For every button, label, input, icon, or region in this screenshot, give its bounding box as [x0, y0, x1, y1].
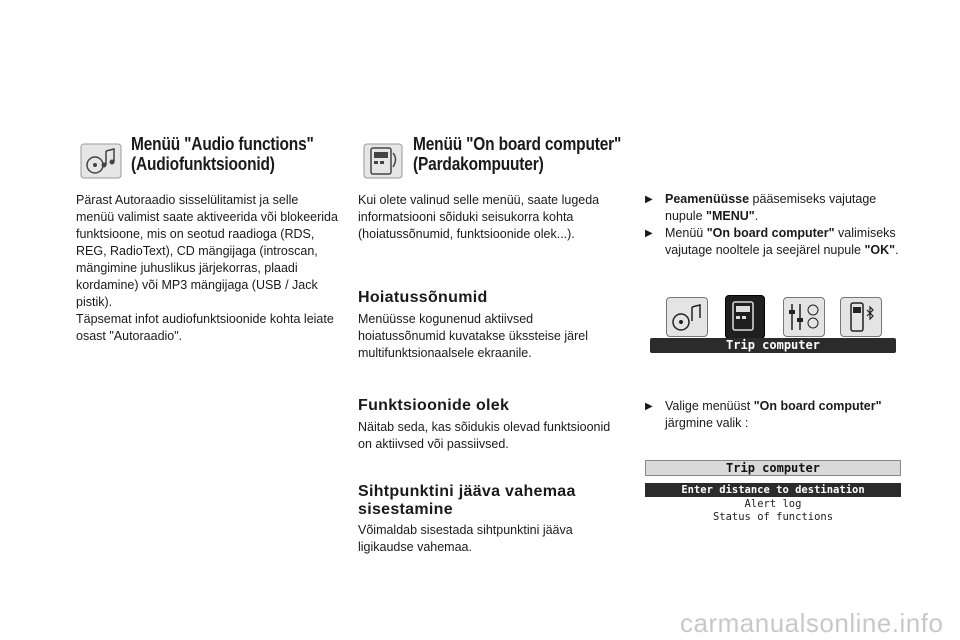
computer-menu-title: Menüü "On board computer" (Pardakompuuter) [413, 134, 622, 174]
alerts-description: Menüüsse kogunenud aktiivsed hoiatussõnumid kuvatakse ükssteise järel multifunktsionaalsele ekraanile. [358, 312, 588, 360]
main-menu-screen [650, 295, 896, 355]
phone-icon [840, 297, 882, 337]
instruction-steps [645, 191, 915, 259]
settings-icon [783, 297, 825, 337]
menu-item-distance[interactable]: Enter distance to destination [645, 483, 901, 497]
audio-menu-description: Pärast Autoraadio sisselülitamist ja selle menüü valimist saate aktiveerida või blokeerida funktsioone, mis on seotud raadioga (RDS, REG, RadioText), CD mängijaga (introscan, mängimine juhuslikus järjekorras, plaadi kordamine) või MP3 mängijaga (USB / Jack pistik). Täpsemat infot audiofunktsioonide kohta leiate osast "Autoraadio". [76, 193, 338, 343]
audio-icon [666, 297, 708, 337]
status-heading: Funktsioonide olek [358, 397, 510, 414]
computer-icon [363, 143, 403, 179]
watermark: carmanualsonline.info [680, 608, 944, 638]
screen-header: Trip computer [645, 460, 901, 476]
menu-item-status[interactable]: Status of functions [712, 511, 834, 523]
step-select-option: ▶︎ Valige menüüst "On board computer" järgmine valik : [645, 399, 882, 430]
distance-heading: Sihtpunktini jääva vahemaa sisestamine [358, 483, 576, 518]
menu-item-alert-log[interactable]: Alert log [744, 498, 802, 510]
audio-icon [80, 143, 122, 179]
step-main-menu: ▶︎ Peamenüüsse pääsemiseks vajutage nupule "MENU". [645, 192, 877, 223]
audio-menu-title: Menüü "Audio functions" (Audiofunktsioonid) [131, 134, 314, 174]
arrow-icon: ▶︎ [645, 401, 653, 412]
trip-computer-screen [645, 460, 901, 526]
arrow-icon: ▶︎ [645, 194, 653, 205]
computer-icon [725, 295, 765, 339]
distance-description: Võimaldab sisestada sihtpunktini jääva ligikaudse vahemaa. [358, 523, 573, 554]
status-description: Näitab seda, kas sõidukis olevad funktsioonid on aktiivsed või passiivsed. [358, 420, 611, 451]
alerts-heading: Hoiatussõnumid [358, 289, 488, 306]
step-select-computer: ▶︎ Menüü "On board computer" valimiseks vajutage nooltele ja seejärel nupule "OK". [645, 226, 899, 257]
computer-menu-intro: Kui olete valinud selle menüü, saate lugeda informatsiooni sõiduki seisukorra kohta (hoiatussõnumid, funktsioonide olek...). [358, 193, 600, 241]
main-menu-label: Trip computer [650, 338, 896, 353]
arrow-icon: ▶︎ [645, 228, 653, 239]
